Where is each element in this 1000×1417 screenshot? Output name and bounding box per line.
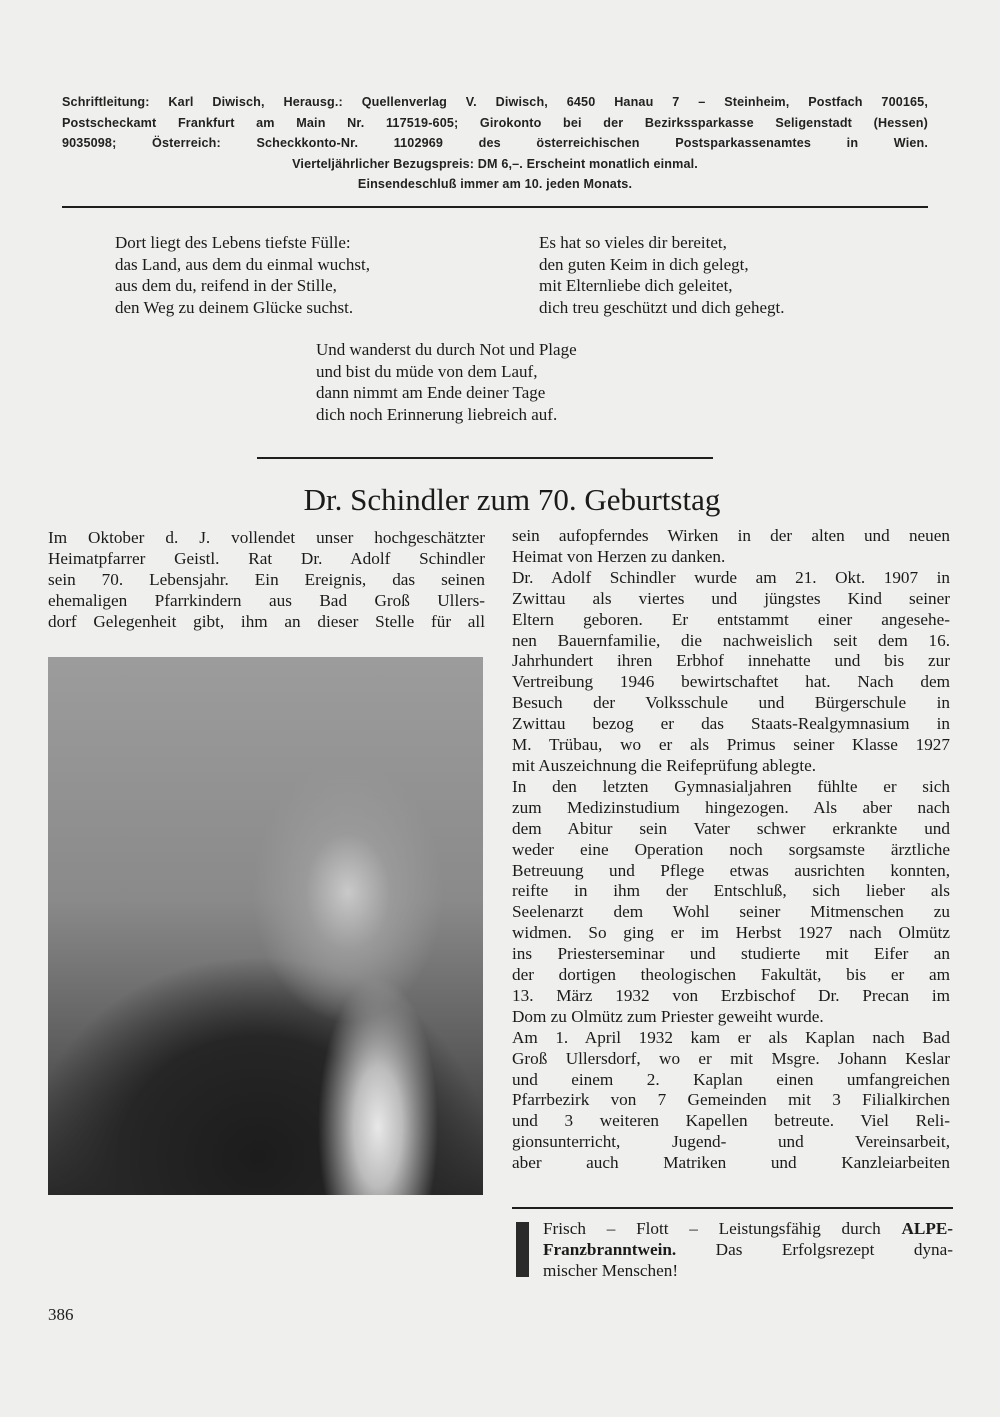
ad-text: mischer Menschen! [543,1261,679,1280]
ad-text: Das Erfolgsrezept dyna- [676,1240,953,1259]
text-line: 13. März 1932 von Erzbischof Dr. Precan im [512,985,950,1005]
ad-product: Franzbranntwein. [543,1240,677,1259]
text-line: der dortigen theologischen Fakultät, bis er am [512,965,950,985]
text-line: weder eine Operation noch sorgsamste ärztliche [512,839,950,859]
text-line: In den letzten Gymnasialjahren fühlte er sich [512,776,950,796]
text-line: sein aufopferndes Wirken in der alten und neuen [512,526,950,545]
text-line: ins Priesterseminar und studierte mit Eifer an [512,944,950,964]
ad-rule [512,1207,953,1209]
text-line: Zwittau als viertes und jüngstes Kind seiner [512,588,950,608]
text-line: Heimat von Herzen zu danken. [512,546,726,566]
text-line: dem Abitur sein Vater schwer erkrankte und [512,818,950,838]
text-line: Betreuung und Pflege etwas ausrichten konnten, [512,860,950,880]
poem-stanza-2 [539,232,784,318]
ad-brand: ALPE- [901,1219,953,1238]
text-line: Heimatpfarrer Geistl. Rat Dr. Adolf Schindler [48,548,485,568]
ad-marker-bar [516,1222,529,1277]
text-line: Im Oktober d. J. vollendet unser hochgeschätzter [48,528,485,547]
text-line: aus dem du, reifend in der Stille, [115,276,337,295]
text-line: dich noch Erinnerung liebreich auf. [316,404,558,424]
text-line: reifte in ihm der Entschluß, sich lieber als [512,881,950,901]
text-line: und 3 weiteren Kapellen betreute. Viel Reli- [512,1111,950,1131]
text-line: Pfarrbezirk von 7 Gemeinden mit 3 Filialkirchen [512,1090,950,1110]
poem-stanza-3 [316,339,577,425]
text-line: sein 70. Lebensjahr. Ein Ereignis, das seinen [48,569,485,589]
text-line: Groß Ullersdorf, wo er mit Msgre. Johann Keslar [512,1048,950,1068]
text-line: den guten Keim in dich gelegt, [539,254,749,274]
text-line: Seelenarzt dem Wohl seiner Mitmenschen zu [512,902,950,922]
ad-text: Frisch – Flott – Leistungsfähig durch [543,1219,902,1238]
text-line: zum Medizinstudium hingezogen. Als aber nach [512,797,950,817]
text-line: Es hat so vieles dir bereitet, [539,233,727,252]
text-line: nen Bauernfamilie, die nachweislich seit dem 16. [512,630,950,650]
text-line: Dr. Adolf Schindler wurde am 21. Okt. 1907 in [512,567,950,587]
text-line: gionsunterricht, Jugend- und Vereinsarbeit, [512,1132,950,1152]
text-line: das Land, aus dem du einmal wuchst, [115,254,370,274]
text-line: Einsendeschluß immer am 10. jeden Monats. [357,177,633,191]
text-line: und einem 2. Kaplan einen umfangreichen [512,1069,950,1089]
text-line: dich treu geschützt und dich gehegt. [539,297,785,317]
text-line: mit Elternliebe dich geleitet, [539,276,733,295]
advertisement [543,1218,953,1281]
article-column-left [48,528,485,633]
poem-stanza-1 [115,232,370,318]
text-line: dorf Gelegenheit gibt, ihm an dieser Stelle für all [48,611,485,631]
portrait-photo [48,657,483,1195]
text-line: dann nimmt am Ende deiner Tage [316,383,546,402]
masthead-imprint [62,92,928,195]
text-line: Vertreibung 1946 bewirtschaftet hat. Nach dem [512,672,950,692]
text-line: M. Trübau, wo er als Primus seiner Klasse 1927 [512,735,950,755]
text-line: Schriftleitung: Karl Diwisch, Herausg.: Quellenverlag V. Diwisch, 6450 Hanau 7 – Steinheim, Postfach 700165, [62,95,928,109]
text-line: mit Auszeichnung die Reifeprüfung ablegte. [512,755,817,775]
text-line: Dom zu Olmütz zum Priester geweiht wurde. [512,1006,824,1026]
text-line: Vierteljährlicher Bezugspreis: DM 6,–. Erscheint monatlich einmal. [292,156,698,171]
article-column-right [512,526,950,1174]
text-line: und bist du müde von dem Lauf, [316,361,538,381]
text-line: Und wanderst du durch Not und Plage [316,340,577,359]
text-line: Jahrhundert ihren Erbhof innehatte und bis zur [512,651,950,671]
text-line: Am 1. April 1932 kam er als Kaplan nach Bad [512,1027,950,1047]
text-line: den Weg zu deinem Glücke suchst. [115,297,354,317]
page-number: 386 [48,1305,74,1324]
text-line: widmen. So ging er im Herbst 1927 nach Olmütz [512,923,950,943]
text-line: Eltern geboren. Er entstammt einer angesehe- [512,609,950,629]
text-line: Besuch der Volksschule und Bürgerschule in [512,693,950,713]
section-divider [257,457,713,459]
text-line: Zwittau bezog er das Staats-Realgymnasium in [512,714,950,734]
text-line: Dort liegt des Lebens tiefste Fülle: [115,233,351,252]
masthead-rule [62,206,928,208]
text-line: ehemaligen Pfarrkindern aus Bad Groß Ullers- [48,590,485,610]
article-title: Dr. Schindler zum 70. Geburtstag [303,482,721,517]
text-line: 9035098; Österreich: Scheckkonto-Nr. 1102969 des österreichischen Postsparkassenamtes in Wien. [62,136,928,150]
text-line: aber auch Matriken und Kanzleiarbeiten [512,1153,950,1173]
text-line: Postscheckamt Frankfurt am Main Nr. 117519-605; Girokonto bei der Bezirkssparkasse Seligenstadt (Hessen) [62,115,928,130]
